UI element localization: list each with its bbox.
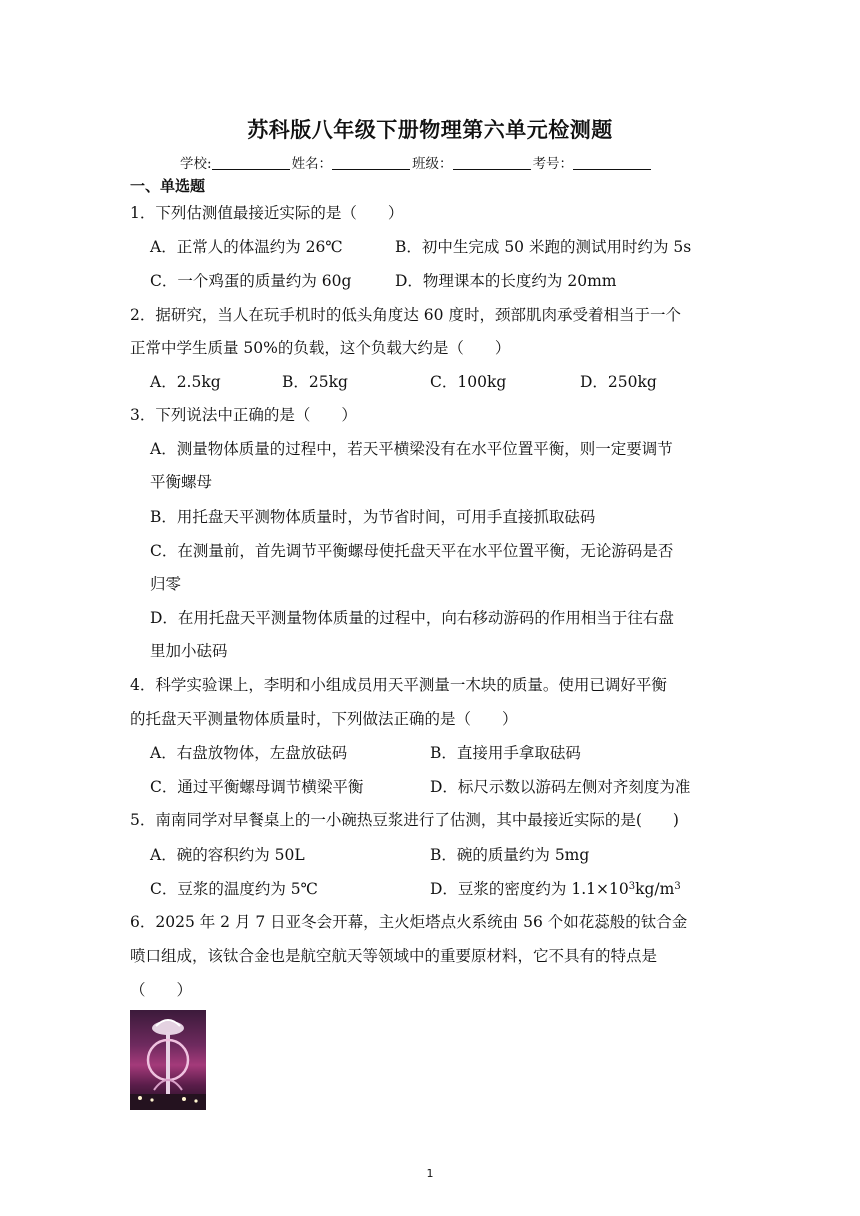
question-1-stem: 1．下列估测值最接近实际的是（ ） xyxy=(130,204,404,222)
question-4-option-c: C．通过平衡螺母调节横梁平衡 xyxy=(150,778,364,796)
question-5-option-c: C．豆浆的温度约为 5℃ xyxy=(150,880,318,898)
question-3-option-c-line-1: C．在测量前，首先调节平衡螺母使托盘天平在水平位置平衡，无论游码是否 xyxy=(150,542,674,560)
question-5-option-d-exponent: 3 xyxy=(628,881,636,892)
question-1-option-a: A．正常人的体温约为 26℃ xyxy=(150,238,343,256)
name-label: 姓名： xyxy=(291,156,333,172)
question-1-option-d: D．物理课本的长度约为 20mm xyxy=(395,272,617,290)
school-blank[interactable] xyxy=(212,157,290,170)
name-blank[interactable] xyxy=(332,157,410,170)
question-3-stem: 3．下列说法中正确的是（ ） xyxy=(130,406,357,424)
document-title: 苏科版八年级下册物理第六单元检测题 xyxy=(247,118,613,142)
question-5-stem: 5．南南同学对早餐桌上的一小碗热豆浆进行了估测，其中最接近实际的是( ) xyxy=(130,811,679,829)
class-label: 班级： xyxy=(412,156,453,172)
question-5-option-d-text: D．豆浆的密度约为 1.1×10 xyxy=(430,880,629,898)
question-5-option-a: A．碗的容积约为 50L xyxy=(150,846,305,864)
question-4-stem-line-2: 的托盘天平测量物体质量时，下列做法正确的是（ ） xyxy=(130,710,518,728)
question-6-stem-line-3: （ ） xyxy=(130,981,193,999)
question-5-option-b: B．碗的质量约为 5mg xyxy=(430,846,590,864)
exam-no-label: 考号： xyxy=(532,156,574,172)
question-4-option-a: A．右盘放物体，左盘放砝码 xyxy=(150,744,348,762)
torch-tower-photo xyxy=(130,1010,206,1110)
question-6-stem-line-2: 喷口组成，该钛合金也是航空航天等领域中的重要原材料，它不具有的特点是 xyxy=(130,947,658,965)
question-2-option-d: D．250kg xyxy=(580,373,657,391)
question-3-option-a-line-2: 平衡螺母 xyxy=(150,473,213,491)
question-3-option-d-line-1: D．在用托盘天平测量物体质量的过程中，向右移动游码的作用相当于往右盘 xyxy=(150,609,674,627)
question-1-option-b: B．初中生完成 50 米跑的测试用时约为 5s xyxy=(395,238,692,256)
question-3-option-c-line-2: 归零 xyxy=(150,575,182,593)
student-info-line xyxy=(180,152,653,172)
question-2-stem-line-2: 正常中学生质量 50%的负载，这个负载大约是（ ） xyxy=(130,339,511,357)
exam-no-blank[interactable] xyxy=(573,157,651,170)
question-1-option-c: C．一个鸡蛋的质量约为 60g xyxy=(150,272,352,290)
question-4-stem-line-1: 4．科学实验课上，李明和小组成员用天平测量一木块的质量。使用已调好平衡 xyxy=(130,676,667,694)
question-4-option-d: D．标尺示数以游码左侧对齐刻度为准 xyxy=(430,778,691,796)
question-4-option-b: B．直接用手拿取砝码 xyxy=(430,744,581,762)
question-5-option-d-unit-exponent: 3 xyxy=(674,881,681,892)
question-6-stem-line-1: 6．2025 年 2 月 7 日亚冬会开幕，主火炬塔点火系统由 56 个如花蕊般的钛合金 xyxy=(130,913,688,931)
question-2-stem-line-1: 2．据研究，当人在玩手机时的低头角度达 60 度时，颈部肌肉承受着相当于一个 xyxy=(130,306,681,324)
question-5-option-d xyxy=(430,879,681,899)
question-3-option-a-line-1: A．测量物体质量的过程中，若天平横梁没有在水平位置平衡，则一定要调节 xyxy=(150,440,673,458)
question-2-option-c: C．100kg xyxy=(430,373,507,391)
section-heading: 一、单选题 xyxy=(130,177,206,195)
question-2-option-b: B．25kg xyxy=(282,373,348,391)
school-label: 学校: xyxy=(180,156,212,172)
question-3-option-d-line-2: 里加小砝码 xyxy=(150,642,228,660)
question-3-option-b: B．用托盘天平测物体质量时，为节省时间，可用手直接抓取砝码 xyxy=(150,508,596,526)
question-2-option-a: A．2.5kg xyxy=(150,373,221,391)
page-number: 1 xyxy=(426,1167,434,1180)
class-blank[interactable] xyxy=(453,157,531,170)
question-5-option-d-unit: kg/m xyxy=(635,880,675,898)
